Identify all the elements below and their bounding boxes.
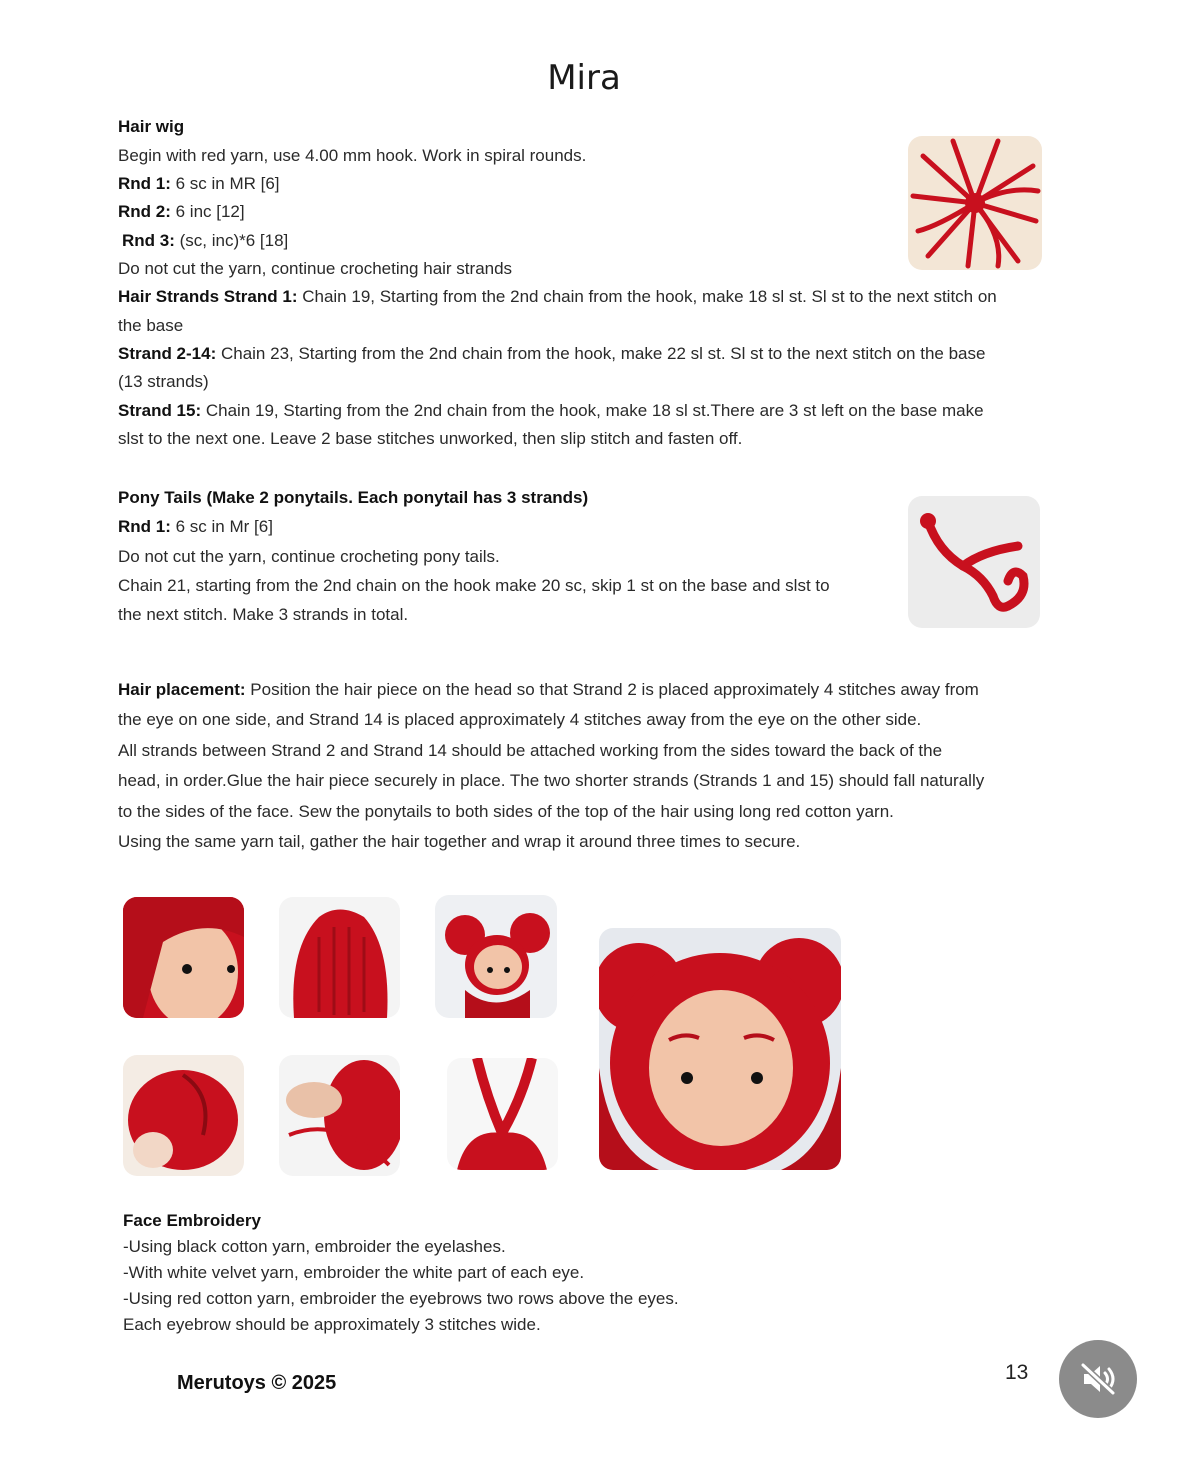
rnd-text: 6 sc in Mr [6] [170,517,273,536]
strand-text: Chain 19, Starting from the 2nd chain from the hook, make 18 sl st. Sl st to the next stitch on [297,287,997,306]
strand1-line [118,287,997,307]
step-photo-2 [279,897,400,1018]
rnd-label: Rnd 2: [118,202,171,221]
step-photo-6 [447,1058,558,1170]
step-photo-3 [435,895,557,1018]
face-embroidery-l4: Each eyebrow should be approximately 3 stitches wide. [123,1315,541,1334]
pony-tails-heading: Pony Tails (Make 2 ponytails. Each ponytail has 3 strands) [118,488,589,507]
hair-placement-l6: Using the same yarn tail, gather the hair together and wrap it around three times to secure. [118,832,801,851]
hair-placement-l2: the eye on one side, and Strand 14 is placed approximately 4 stitches away from the eye on the other side. [118,710,922,729]
page-number: 13 [1005,1361,1029,1384]
hair-wig-continue: Do not cut the yarn, continue crocheting hair strands [118,259,513,278]
rnd-text: 6 sc in MR [6] [170,174,280,193]
finished-doll-photo [599,928,841,1170]
hair-wig-rnd1 [118,174,280,194]
placement-label: Hair placement: [118,680,246,699]
hair-wig-rnd2 [118,202,245,222]
face-embroidery-l3: -Using red cotton yarn, embroider the eyebrows two rows above the eyes. [123,1289,679,1308]
hair-placement-l4: head, in order.Glue the hair piece securely in place. The two shorter strands (Strands 1 and 15) should fall naturally [118,771,985,790]
hair-placement-l5: to the sides of the face. Sew the ponytails to both sides of the top of the hair using long red cotton yarn. [118,802,894,821]
strand15-line [118,401,984,421]
footer-brand: Merutoys © 2025 [177,1372,337,1394]
hair-wig-photo [908,136,1042,270]
rnd-text: (sc, inc)*6 [18] [174,231,289,250]
strand1-cont: the base [118,316,184,335]
step-photo-4 [123,1055,244,1176]
strand15-cont: slst to the next one. Leave 2 base stitches unworked, then slip stitch and fasten off. [118,429,743,448]
step-photo-1 [123,897,244,1018]
hair-placement-l3: All strands between Strand 2 and Strand 14 should be attached working from the sides toward the back of the [118,741,943,760]
pony-tails-line2: Do not cut the yarn, continue crocheting pony tails. [118,547,500,566]
page-title: Mira [547,58,621,98]
strand2-line [118,344,985,364]
placement-text: Position the hair piece on the head so that Strand 2 is placed approximately 4 stitches away from [245,680,979,699]
face-embroidery-heading: Face Embroidery [123,1211,261,1230]
face-embroidery-l1: -Using black cotton yarn, embroider the eyelashes. [123,1237,506,1256]
hair-wig-rnd3 [122,231,288,251]
strand-label: Strand 2-14: [118,344,217,363]
strand-label: Strand 15: [118,401,202,420]
rnd-label: Rnd 3: [122,231,175,250]
step-photo-5 [279,1055,400,1176]
hair-wig-intro: Begin with red yarn, use 4.00 mm hook. Work in spiral rounds. [118,146,587,165]
strand-text: Chain 23, Starting from the 2nd chain from the hook, make 22 sl st. Sl st to the next stitch on the base [216,344,986,363]
rnd-label: Rnd 1: [118,174,171,193]
rnd-text: 6 inc [12] [170,202,245,221]
rnd-label: Rnd 1: [118,517,171,536]
hair-placement-l1 [118,680,979,700]
pony-tails-photo [908,496,1040,628]
face-embroidery-l2: -With white velvet yarn, embroider the white part of each eye. [123,1263,585,1282]
hair-wig-heading: Hair wig [118,117,185,136]
strand2-cont: (13 strands) [118,372,209,391]
strand-text: Chain 19, Starting from the 2nd chain from the hook, make 18 sl st.There are 3 st left on the base make [201,401,984,420]
speaker-muted-icon [1078,1359,1118,1399]
mute-button[interactable] [1059,1340,1137,1418]
pony-tails-rnd1 [118,517,273,537]
pony-tails-line3: Chain 21, starting from the 2nd chain on the hook make 20 sc, skip 1 st on the base and slst to [118,576,830,595]
strand-label: Hair Strands Strand 1: [118,287,298,306]
pony-tails-line4: the next stitch. Make 3 strands in total. [118,605,409,624]
